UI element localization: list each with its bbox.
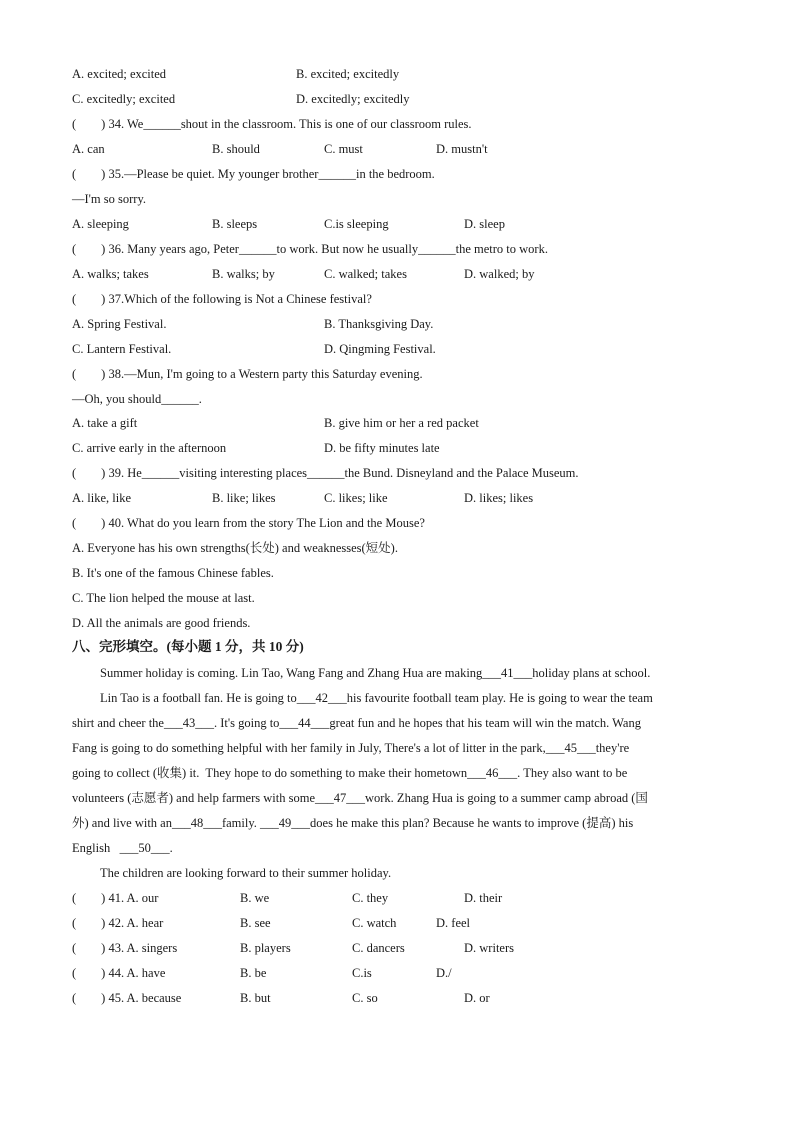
q36-option-b: B. walks; by xyxy=(212,267,275,281)
q34-option-a: A. can xyxy=(72,142,105,156)
q37-option-c: C. Lantern Festival. xyxy=(72,342,172,356)
q45-option-b: B. but xyxy=(240,991,271,1005)
passage-line-4: Fang is going to do something helpful with her family in July, There's a lot of litter in the park,___45___they're xyxy=(72,741,630,755)
q39-option-d: D. likes; likes xyxy=(464,491,534,505)
q43-option-d: D. writers xyxy=(464,941,514,955)
q36-stem: ( ) 36. Many years ago, Peter______to work. But now he usually______the metro to work. xyxy=(72,242,548,256)
q40-option-a: A. Everyone has his own strengths(长处) and weaknesses(短处). xyxy=(72,541,398,555)
q38-stem: ( ) 38.—Mun, I'm going to a Western party this Saturday evening. xyxy=(72,367,423,381)
q44-option-d: D./ xyxy=(436,966,452,980)
q45-option-c: C. so xyxy=(352,991,378,1005)
q39-option-c: C. likes; like xyxy=(324,491,388,505)
q40-option-d: D. All the animals are good friends. xyxy=(72,616,251,630)
q39-option-a: A. like, like xyxy=(72,491,132,505)
q34-option-d: D. mustn't xyxy=(436,142,488,156)
q41-stem: ( ) 41. A. our xyxy=(72,891,159,905)
q41-option-d: D. their xyxy=(464,891,503,905)
q43-option-c: C. dancers xyxy=(352,941,405,955)
q35-stem: ( ) 35.—Please be quiet. My younger brother______in the bedroom. xyxy=(72,167,435,181)
q34-stem: ( ) 34. We______shout in the classroom. This is one of our classroom rules. xyxy=(72,117,472,131)
q43-option-b: B. players xyxy=(240,941,291,955)
passage-line-7: 外) and live with an___48___family. ___49___does he make this plan? Because he wants to improve (提高) his xyxy=(72,816,634,830)
q37-option-b: B. Thanksgiving Day. xyxy=(324,317,434,331)
q42-stem: ( ) 42. A. hear xyxy=(72,916,164,930)
passage-line-3: shirt and cheer the___43___. It's going to___44___great fun and he hopes that his team will win the match. Wang xyxy=(72,716,641,730)
q43-stem: ( ) 43. A. singers xyxy=(72,941,178,955)
section-8-title: 八、完形填空。(每小题 1 分，共 10 分) xyxy=(72,639,304,654)
q44-option-b: B. be xyxy=(240,966,267,980)
passage-line-9: The children are looking forward to their summer holiday. xyxy=(100,866,392,880)
q33-option-d: D. excitedly; excitedly xyxy=(296,92,410,106)
q41-option-b: B. we xyxy=(240,891,270,905)
q35-option-d: D. sleep xyxy=(464,217,505,231)
q42-option-d: D. feel xyxy=(436,916,471,930)
q40-option-c: C. The lion helped the mouse at last. xyxy=(72,591,255,605)
q36-option-c: C. walked; takes xyxy=(324,267,407,281)
q33-option-a: A. excited; excited xyxy=(72,67,167,81)
q40-stem: ( ) 40. What do you learn from the story The Lion and the Mouse? xyxy=(72,516,425,530)
passage-line-5: going to collect (收集) it. They hope to do something to make their hometown___46___. They also want to be xyxy=(72,766,628,780)
q38-option-a: A. take a gift xyxy=(72,416,138,430)
q35-option-b: B. sleeps xyxy=(212,217,258,231)
passage-line-8: English ___50___. xyxy=(72,841,173,855)
passage-line-1: Summer holiday is coming. Lin Tao, Wang Fang and Zhang Hua are making___41___holiday plans at school. xyxy=(100,666,651,680)
q37-option-d: D. Qingming Festival. xyxy=(324,342,436,356)
q38-option-d: D. be fifty minutes late xyxy=(324,441,440,455)
q38-option-c: C. arrive early in the afternoon xyxy=(72,441,227,455)
q37-stem: ( ) 37.Which of the following is Not a Chinese festival? xyxy=(72,292,372,306)
q35-option-a: A. sleeping xyxy=(72,217,129,231)
q42-option-b: B. see xyxy=(240,916,271,930)
q34-option-b: B. should xyxy=(212,142,260,156)
passage-line-2: Lin Tao is a football fan. He is going to___42___his favourite football team play. He is going to wear the team xyxy=(100,691,653,705)
q45-option-d: D. or xyxy=(464,991,490,1005)
q39-option-b: B. like; likes xyxy=(212,491,276,505)
q41-option-c: C. they xyxy=(352,891,389,905)
q35-reply: —I'm so sorry. xyxy=(72,192,147,206)
passage-line-6: volunteers (志愿者) and help farmers with some___47___work. Zhang Hua is going to a summer camp abroad (国 xyxy=(72,791,648,805)
q36-option-d: D. walked; by xyxy=(464,267,535,281)
q45-stem: ( ) 45. A. because xyxy=(72,991,182,1005)
q39-stem: ( ) 39. He______visiting interesting places______the Bund. Disneyland and the Palace Museum. xyxy=(72,466,579,480)
q36-option-a: A. walks; takes xyxy=(72,267,149,281)
q44-stem: ( ) 44. A. have xyxy=(72,966,166,980)
q40-option-b: B. It's one of the famous Chinese fables. xyxy=(72,566,274,580)
q33-option-b: B. excited; excitedly xyxy=(296,67,400,81)
q38-reply: —Oh, you should______. xyxy=(72,392,202,406)
q44-option-c: C.is xyxy=(352,966,372,980)
q33-option-c: C. excitedly; excited xyxy=(72,92,176,106)
q34-option-c: C. must xyxy=(324,142,363,156)
q35-option-c: C.is sleeping xyxy=(324,217,389,231)
q37-option-a: A. Spring Festival. xyxy=(72,317,167,331)
q38-option-b: B. give him or her a red packet xyxy=(324,416,479,430)
q42-option-c: C. watch xyxy=(352,916,397,930)
